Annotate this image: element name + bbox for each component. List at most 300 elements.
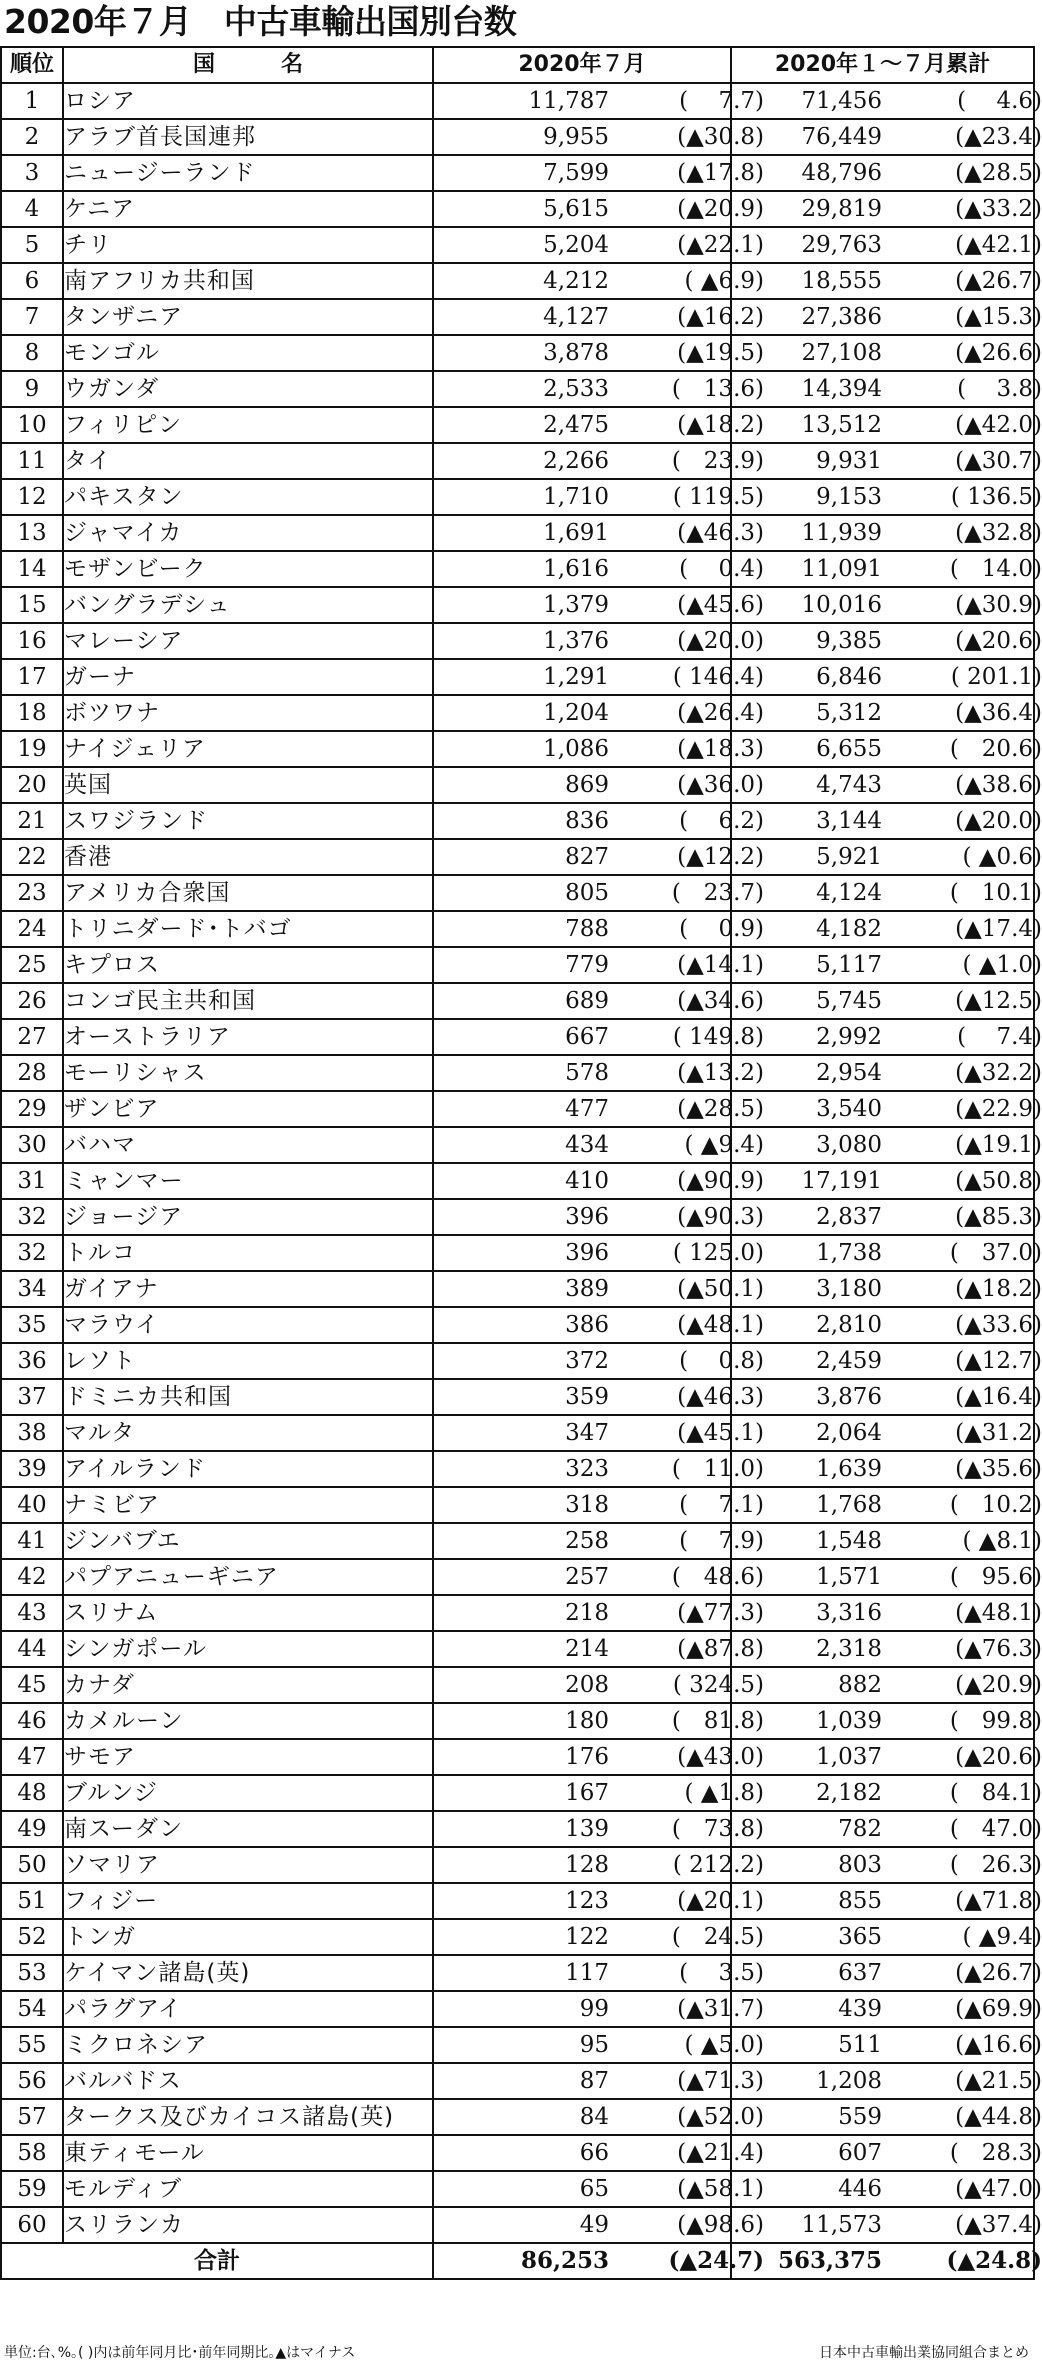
table-row [1,119,1034,155]
header-country: 国 名 [63,47,433,83]
table-row [1,1163,1034,1199]
cumulative-change: (▲33.6) [955,1312,1042,1338]
cumulative-cell [731,1415,1042,1451]
cumulative-cell [731,1271,1042,1307]
page-title: 2020年７月 中古車輸出国別台数 [4,2,517,41]
cumulative-value: 882 [838,1672,882,1698]
cumulative-change: ( 10.1) [949,880,1042,906]
month-change: (▲45.6) [677,592,764,618]
table-row [1,407,1034,443]
cumulative-change: (▲19.1) [955,1132,1042,1158]
month-change: (▲90.9) [677,1168,764,1194]
cumulative-value: 1,548 [816,1528,882,1554]
month-cell [433,2207,764,2243]
cumulative-cell [731,803,1042,839]
cumulative-change: ( 26.3) [949,1852,1042,1878]
country-cell: マルタ [63,1415,433,1451]
cumulative-change: (▲85.3) [955,1204,1042,1230]
rank-cell: 23 [1,875,63,911]
month-value: 258 [565,1528,609,1554]
month-change: (▲14.1) [677,952,764,978]
month-cell [433,1595,764,1631]
month-cell [433,695,764,731]
month-value: 389 [565,1276,609,1302]
cumulative-value: 1,768 [816,1492,882,1518]
country-cell: スワジランド [63,803,433,839]
footnote: 単位:台､%｡( )内は前年同月比･前年同期比｡▲はマイナス [4,2345,356,2361]
table-row [1,1415,1034,1451]
month-change: (▲48.1) [677,1312,764,1338]
cumulative-value: 6,655 [816,736,882,762]
country-cell: スリナム [63,1595,433,1631]
month-value: 87 [579,2068,609,2094]
table-row [1,227,1034,263]
cumulative-cell [731,2063,1042,2099]
month-value: 5,615 [543,196,609,222]
rank-cell: 41 [1,1523,63,1559]
month-cell [433,83,764,119]
rank-cell: 53 [1,1955,63,1991]
cumulative-cell [731,2099,1042,2135]
table-row [1,731,1034,767]
table-row [1,1883,1034,1919]
cumulative-change: (▲42.0) [955,412,1042,438]
cumulative-change: (▲26.7) [955,268,1042,294]
rank-cell: 18 [1,695,63,731]
month-value: 347 [565,1420,609,1446]
month-cell [433,1487,764,1523]
country-cell: ウガンダ [63,371,433,407]
rank-cell: 3 [1,155,63,191]
rank-cell: 24 [1,911,63,947]
month-cell [433,299,764,335]
country-cell: ザンビア [63,1091,433,1127]
cumulative-value: 637 [838,1960,882,1986]
country-cell: ボツワナ [63,695,433,731]
cumulative-value: 1,738 [816,1240,882,1266]
rank-cell: 51 [1,1883,63,1919]
table-row [1,1091,1034,1127]
cumulative-value: 18,555 [801,268,882,294]
month-change: (▲77.3) [677,1600,764,1626]
month-change: (▲87.8) [677,1636,764,1662]
month-value: 1,379 [543,592,609,618]
table-row [1,1631,1034,1667]
month-change: ( 3.5) [679,1960,764,1986]
country-cell: ケニア [63,191,433,227]
cumulative-cell [731,875,1042,911]
country-cell: アイルランド [63,1451,433,1487]
month-change: (▲34.6) [677,988,764,1014]
month-change: (▲46.3) [677,520,764,546]
cumulative-value: 11,939 [801,520,882,546]
month-value: 434 [565,1132,609,1158]
month-change: ( ▲5.0) [684,2032,764,2058]
table-row [1,623,1034,659]
rank-cell: 44 [1,1631,63,1667]
month-cell [433,623,764,659]
month-change: (▲43.0) [677,1744,764,1770]
cumulative-cell [731,947,1042,983]
cumulative-cell [731,407,1042,443]
country-cell: マラウイ [63,1307,433,1343]
month-cell [433,119,764,155]
month-cell [433,911,764,947]
cumulative-value: 3,540 [816,1096,882,1122]
country-cell: カナダ [63,1667,433,1703]
cumulative-change: ( ▲0.6) [962,844,1042,870]
month-value: 396 [565,1240,609,1266]
country-cell: 南アフリカ共和国 [63,263,433,299]
rank-cell: 55 [1,2027,63,2063]
country-cell: ガーナ [63,659,433,695]
cumulative-cell [731,1307,1042,1343]
month-value: 180 [565,1708,609,1734]
rank-cell: 46 [1,1703,63,1739]
month-value: 869 [565,772,609,798]
month-change: (▲26.4) [677,700,764,726]
month-cell [433,1631,764,1667]
month-change: ( 7.1) [679,1492,764,1518]
month-value: 2,533 [543,376,609,402]
cumulative-value: 1,639 [816,1456,882,1482]
month-value: 11,787 [528,88,609,114]
cumulative-cell [731,479,1042,515]
month-change: ( 6.2) [679,808,764,834]
cumulative-change: ( 10.2) [949,1492,1042,1518]
cumulative-value: 607 [838,2140,882,2166]
month-value: 218 [565,1600,609,1626]
month-change: ( 23.9) [671,448,764,474]
cumulative-change: ( 14.0) [949,556,1042,582]
cumulative-change: (▲76.3) [955,1636,1042,1662]
month-value: 1,204 [543,700,609,726]
cumulative-value: 5,921 [816,844,882,870]
month-value: 176 [565,1744,609,1770]
cumulative-change: (▲20.9) [955,1672,1042,1698]
month-cell [433,1739,764,1775]
month-change: ( 119.5) [672,484,764,510]
cumulative-change: ( 99.8) [949,1708,1042,1734]
month-value: 1,291 [543,664,609,690]
month-value: 84 [579,2104,609,2130]
country-cell: ミクロネシア [63,2027,433,2063]
cumulative-cell [731,1667,1042,1703]
cumulative-value: 2,459 [816,1348,882,1374]
table-row [1,947,1034,983]
total-cumulative-change: (▲24.8) [946,2247,1042,2274]
cumulative-cell [731,263,1042,299]
table-row [1,695,1034,731]
cumulative-cell [731,335,1042,371]
month-value: 65 [579,2176,609,2202]
cumulative-change: ( 201.1) [950,664,1042,690]
table-row [1,1379,1034,1415]
header-rank: 順位 [1,47,63,83]
month-value: 386 [565,1312,609,1338]
cumulative-change: (▲48.1) [955,1600,1042,1626]
rank-cell: 35 [1,1307,63,1343]
month-change: ( 125.0) [672,1240,764,1266]
country-cell: トンガ [63,1919,433,1955]
cumulative-value: 5,117 [816,952,882,978]
total-month-value: 86,253 [520,2247,609,2274]
rank-cell: 8 [1,335,63,371]
month-cell [433,1775,764,1811]
header-row [1,47,1034,83]
cumulative-cell [731,1739,1042,1775]
cumulative-change: (▲32.8) [955,520,1042,546]
rank-cell: 13 [1,515,63,551]
country-cell: タンザニア [63,299,433,335]
month-cell [433,1091,764,1127]
month-value: 396 [565,1204,609,1230]
cumulative-cell [731,443,1042,479]
rank-cell: 34 [1,1271,63,1307]
month-cell [433,587,764,623]
month-cell [433,407,764,443]
cumulative-change: (▲23.4) [955,124,1042,150]
cumulative-cell [731,839,1042,875]
month-change: ( 146.4) [672,664,764,690]
month-value: 836 [565,808,609,834]
country-cell: モルディブ [63,2171,433,2207]
cumulative-change: (▲20.6) [955,1744,1042,1770]
country-cell: オーストラリア [63,1019,433,1055]
cumulative-value: 365 [838,1924,882,1950]
month-change: ( ▲1.8) [684,1780,764,1806]
cumulative-value: 3,080 [816,1132,882,1158]
month-change: ( 324.5) [672,1672,764,1698]
country-cell: パラグアイ [63,1991,433,2027]
country-cell: コンゴ民主共和国 [63,983,433,1019]
country-cell: バングラデシュ [63,587,433,623]
month-value: 167 [565,1780,609,1806]
rank-cell: 49 [1,1811,63,1847]
rank-cell: 20 [1,767,63,803]
cumulative-value: 2,064 [816,1420,882,1446]
total-month-change: (▲24.7) [668,2247,764,2274]
cumulative-value: 13,512 [801,412,882,438]
table-row [1,1775,1034,1811]
cumulative-value: 511 [838,2032,882,2058]
month-value: 2,266 [543,448,609,474]
cumulative-change: (▲18.2) [955,1276,1042,1302]
cumulative-value: 3,180 [816,1276,882,1302]
month-value: 372 [565,1348,609,1374]
month-change: (▲19.5) [677,340,764,366]
rank-cell: 6 [1,263,63,299]
cumulative-cell [731,1019,1042,1055]
table-row [1,2171,1034,2207]
month-value: 318 [565,1492,609,1518]
rank-cell: 32 [1,1235,63,1271]
month-value: 1,616 [543,556,609,582]
rank-cell: 16 [1,623,63,659]
country-cell: チリ [63,227,433,263]
cumulative-value: 4,743 [816,772,882,798]
month-cell [433,1811,764,1847]
total-cumulative-cell [731,2243,1042,2279]
cumulative-value: 27,108 [801,340,882,366]
month-value: 7,599 [543,160,609,186]
month-value: 410 [565,1168,609,1194]
month-cell [433,1883,764,1919]
month-value: 2,475 [543,412,609,438]
month-change: (▲21.4) [677,2140,764,2166]
header-cumulative: 2020年１～７月累計 [731,47,1034,83]
table-row [1,1487,1034,1523]
month-cell [433,191,764,227]
month-value: 99 [579,1996,609,2022]
month-cell [433,479,764,515]
month-change: (▲46.3) [677,1384,764,1410]
month-change: (▲16.2) [677,304,764,330]
cumulative-value: 2,992 [816,1024,882,1050]
month-cell [433,659,764,695]
month-value: 1,376 [543,628,609,654]
month-cell [433,227,764,263]
cumulative-value: 1,039 [816,1708,882,1734]
cumulative-change: (▲69.9) [955,1996,1042,2022]
cumulative-change: ( 4.6) [957,88,1042,114]
month-change: (▲22.1) [677,232,764,258]
cumulative-value: 10,016 [801,592,882,618]
table-row [1,1991,1034,2027]
cumulative-cell [731,1523,1042,1559]
cumulative-change: (▲47.0) [955,2176,1042,2202]
cumulative-cell [731,1955,1042,1991]
cumulative-value: 2,182 [816,1780,882,1806]
table-row [1,1847,1034,1883]
rank-cell: 43 [1,1595,63,1631]
country-cell: トリニダード･トバゴ [63,911,433,947]
country-cell: アメリカ合衆国 [63,875,433,911]
cumulative-value: 29,819 [801,196,882,222]
cumulative-cell [731,911,1042,947]
month-value: 66 [579,2140,609,2166]
cumulative-value: 17,191 [801,1168,882,1194]
table-row [1,1055,1034,1091]
month-value: 1,710 [543,484,609,510]
month-value: 128 [565,1852,609,1878]
cumulative-cell [731,1343,1042,1379]
table-row [1,2063,1034,2099]
country-cell: 南スーダン [63,1811,433,1847]
month-value: 788 [565,916,609,942]
cumulative-value: 3,316 [816,1600,882,1626]
table-row [1,1667,1034,1703]
month-cell [433,1667,764,1703]
cumulative-cell [731,1451,1042,1487]
month-cell [433,1307,764,1343]
cumulative-change: ( 95.6) [949,1564,1042,1590]
cumulative-value: 559 [838,2104,882,2130]
country-cell: モザンビーク [63,551,433,587]
month-cell [433,1919,764,1955]
country-cell: ナイジェリア [63,731,433,767]
rank-cell: 36 [1,1343,63,1379]
cumulative-change: (▲35.6) [955,1456,1042,1482]
cumulative-cell [731,1847,1042,1883]
month-cell [433,1163,764,1199]
country-cell: パプアニューギニア [63,1559,433,1595]
cumulative-cell [731,1235,1042,1271]
country-cell: サモア [63,1739,433,1775]
header-month: 2020年７月 [433,47,731,83]
month-change: ( 149.8) [672,1024,764,1050]
cumulative-change: (▲16.6) [955,2032,1042,2058]
month-cell [433,2171,764,2207]
month-value: 122 [565,1924,609,1950]
country-cell: パキスタン [63,479,433,515]
rank-cell: 31 [1,1163,63,1199]
cumulative-value: 803 [838,1852,882,1878]
month-cell [433,1523,764,1559]
table-row [1,911,1034,947]
rank-cell: 12 [1,479,63,515]
table-row [1,1199,1034,1235]
rank-cell: 38 [1,1415,63,1451]
source-note: 日本中古車輸出業協同組合まとめ [819,2345,1029,2361]
total-cumulative-value: 563,375 [777,2247,882,2274]
cumulative-cell [731,83,1042,119]
cumulative-change: (▲20.0) [955,808,1042,834]
month-value: 5,204 [543,232,609,258]
month-cell [433,1019,764,1055]
month-change: ( 24.5) [671,1924,764,1950]
cumulative-change: (▲37.4) [955,2212,1042,2238]
country-cell: ジャマイカ [63,515,433,551]
rank-cell: 58 [1,2135,63,2171]
cumulative-cell [731,1883,1042,1919]
total-label: 合計 [1,2243,433,2279]
cumulative-cell [731,731,1042,767]
table-row [1,1343,1034,1379]
month-cell [433,731,764,767]
rank-cell: 15 [1,587,63,623]
cumulative-change: (▲36.4) [955,700,1042,726]
table-row [1,515,1034,551]
table-row [1,1811,1034,1847]
rank-cell: 54 [1,1991,63,2027]
country-cell: ソマリア [63,1847,433,1883]
table-row [1,1559,1034,1595]
month-cell [433,983,764,1019]
rank-cell: 28 [1,1055,63,1091]
rank-cell: 45 [1,1667,63,1703]
rank-cell: 21 [1,803,63,839]
cumulative-change: (▲22.9) [955,1096,1042,1122]
cumulative-cell [731,1703,1042,1739]
cumulative-change: (▲30.7) [955,448,1042,474]
rank-cell: 27 [1,1019,63,1055]
month-value: 95 [579,2032,609,2058]
cumulative-cell [731,623,1042,659]
cumulative-value: 11,573 [801,2212,882,2238]
country-cell: ケイマン諸島(英) [63,1955,433,1991]
cumulative-cell [731,155,1042,191]
cumulative-change: ( 7.4) [957,1024,1042,1050]
table-row [1,1127,1034,1163]
month-change: (▲71.3) [677,2068,764,2094]
cumulative-cell [731,1775,1042,1811]
country-cell: フィリピン [63,407,433,443]
cumulative-change: (▲50.8) [955,1168,1042,1194]
table-row [1,767,1034,803]
month-change: (▲50.1) [677,1276,764,1302]
cumulative-cell [731,1487,1042,1523]
